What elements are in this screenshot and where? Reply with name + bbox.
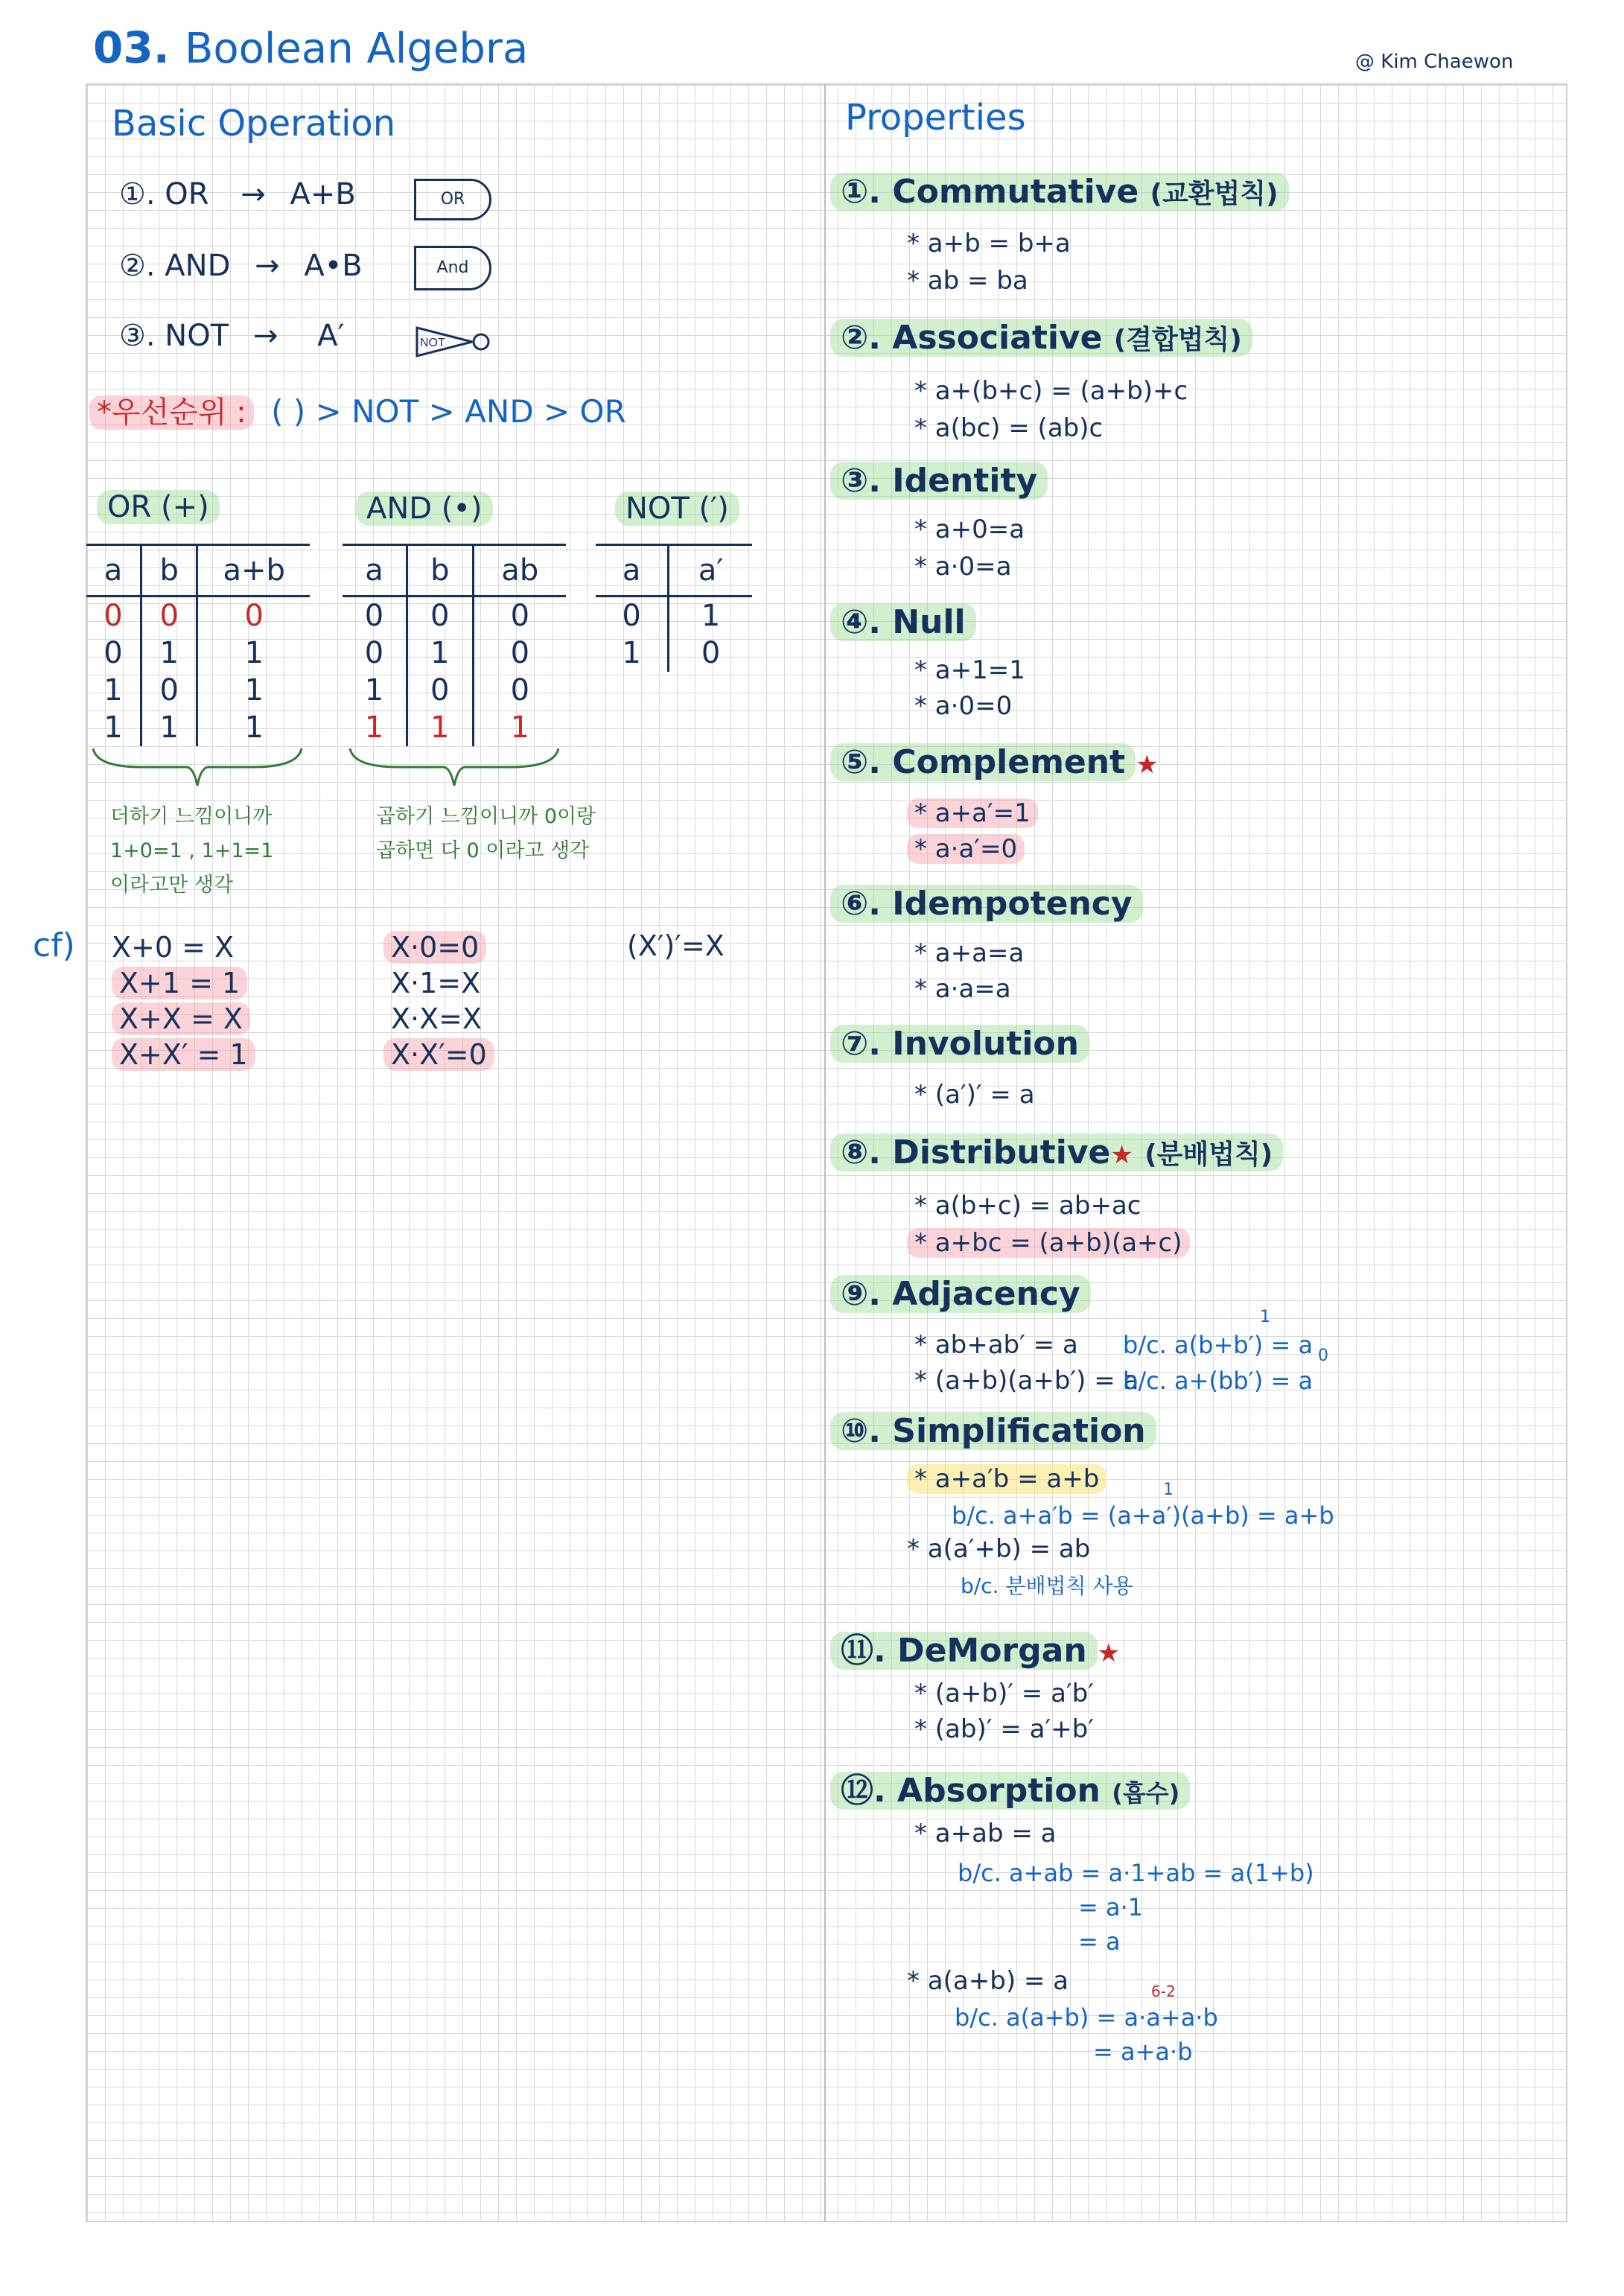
prop-identity: ③. Identity bbox=[830, 462, 1048, 500]
adjacency-lines: * ab+ab′ = a * (a+b)(a+b′) = a bbox=[914, 1330, 1139, 1396]
col-header: a bbox=[343, 545, 407, 597]
cf-label: cf) bbox=[33, 926, 75, 964]
not-table-title: NOT (′) bbox=[615, 492, 739, 526]
basic-heading: Basic Operation bbox=[112, 103, 396, 144]
simplification-line2: * a(a′+b) = ab bbox=[907, 1534, 1091, 1564]
arrow-icon: → bbox=[241, 177, 266, 212]
absorption-note1: b/c. a+ab = a·1+ab = a(1+b) = a·1 = a bbox=[958, 1859, 1314, 1956]
col-header: ab bbox=[473, 545, 566, 597]
absorption-line1: * a+ab = a bbox=[914, 1819, 1057, 1848]
op-or bbox=[119, 177, 356, 212]
adjacency-mark: 1 bbox=[1260, 1308, 1270, 1326]
cf-or-column: X+0 = X X+1 = 1 X+X = X X+X′ = 1 bbox=[112, 929, 255, 1072]
priority bbox=[89, 389, 626, 431]
title-text: Boolean Algebra bbox=[184, 25, 529, 73]
column-divider bbox=[824, 83, 826, 2222]
involution-lines: * (a′)′ = a bbox=[914, 1080, 1035, 1110]
and-truth-table bbox=[343, 544, 566, 746]
table-row: 0 0 0 bbox=[343, 597, 566, 635]
table-row: 1 0 0 bbox=[343, 672, 566, 709]
complement-lines: * a+a′=1 * a·a′=0 bbox=[907, 795, 1038, 867]
idempotency-lines: * a+a=a * a·a=a bbox=[914, 938, 1025, 1004]
prop-adjacency: ⑨. Adjacency bbox=[830, 1275, 1091, 1313]
star-icon: ★ bbox=[1097, 1638, 1121, 1668]
absorption-mark: 6-2 bbox=[1151, 1982, 1176, 2000]
simplification-note2: b/c. 분배법칙 사용 bbox=[961, 1574, 1133, 1598]
star-icon: ★ bbox=[1110, 1140, 1133, 1170]
op-expr: A′ bbox=[317, 319, 345, 353]
op-and bbox=[119, 249, 363, 283]
and-note: 곱하기 느낌이니까 0이랑 곱하면 다 0 이라고 생각 bbox=[376, 805, 596, 862]
prop-null: ④. Null bbox=[830, 603, 976, 641]
table-row: 0 0 0 bbox=[86, 597, 310, 635]
properties-heading: Properties bbox=[845, 97, 1026, 139]
prop-commutative: ①. Commutative (교환법칙) bbox=[830, 173, 1289, 211]
col-header: a bbox=[596, 545, 669, 597]
arrow-icon: → bbox=[255, 249, 280, 283]
or-table-title: OR (+) bbox=[97, 490, 220, 524]
col-header: a+b bbox=[197, 545, 310, 597]
title-number: 03. bbox=[93, 22, 170, 73]
prop-complement: ⑤. Complement ★ bbox=[830, 743, 1159, 781]
col-header: a′ bbox=[669, 545, 752, 597]
simplification-note1: b/c. a+a′b = (a+a′)(a+b) = a+b bbox=[952, 1501, 1334, 1530]
prop-idempotency: ⑥. Idempotency bbox=[830, 885, 1143, 923]
svg-text:NOT: NOT bbox=[420, 337, 445, 349]
prop-simplification: ⑩. Simplification bbox=[830, 1412, 1156, 1450]
table-row: 0 1 0 bbox=[343, 635, 566, 672]
col-header: b bbox=[141, 545, 197, 597]
priority-label: *우선순위 : bbox=[89, 395, 254, 430]
and-table-title: AND (•) bbox=[356, 492, 493, 526]
and-gate-icon: And bbox=[414, 246, 491, 290]
distributive-lines: * a(b+c) = ab+ac * a+bc = (a+b)(a+c) bbox=[907, 1187, 1190, 1262]
page-title bbox=[93, 22, 528, 73]
op-label: ③. NOT bbox=[119, 319, 229, 353]
prop-absorption: ⑫. Absorption (흡수) bbox=[830, 1764, 1190, 1811]
or-note: 더하기 느낌이니까 1+0=1 , 1+1=1 이라고만 생각 bbox=[110, 805, 274, 897]
absorption-line2: * a(a+b) = a bbox=[907, 1966, 1069, 1996]
table-row: 0 1 bbox=[596, 597, 752, 635]
prop-associative: ②. Associative (결합법칙) bbox=[830, 319, 1252, 357]
star-icon: ★ bbox=[1136, 750, 1159, 780]
op-label: ②. AND bbox=[119, 249, 231, 283]
identity-lines: * a+0=a * a·0=a bbox=[914, 515, 1025, 582]
commutative-lines: * a+b = b+a * ab = ba bbox=[907, 229, 1071, 296]
priority-order: ( ) > NOT > AND > OR bbox=[271, 393, 626, 430]
cf-not-column: (X′)′=X bbox=[627, 929, 725, 962]
absorption-note2: b/c. a(a+b) = a·a+a·b = a+a·b bbox=[955, 2003, 1218, 2066]
table-row: 1 1 1 bbox=[86, 709, 310, 746]
table-row: 0 1 1 bbox=[86, 635, 310, 672]
prop-involution: ⑦. Involution bbox=[830, 1025, 1089, 1063]
or-truth-table bbox=[86, 544, 310, 746]
demorgan-lines: * (a+b)′ = a′b′ * (ab)′ = a′+b′ bbox=[914, 1679, 1094, 1744]
col-header: b bbox=[407, 545, 473, 597]
adjacency-notes: b/c. a(b+b′) = a b/c. a+(bb′) = a bbox=[1123, 1331, 1313, 1395]
associative-lines: * a+(b+c) = (a+b)+c * a(bc) = (ab)c bbox=[914, 376, 1188, 443]
op-label: ①. OR bbox=[119, 177, 209, 212]
op-not bbox=[119, 319, 345, 353]
arrow-icon: → bbox=[252, 319, 278, 353]
author: @ Kim Chaewon bbox=[1355, 51, 1514, 73]
adjacency-mark: 0 bbox=[1318, 1346, 1328, 1365]
op-expr: A+B bbox=[290, 177, 356, 212]
simplification-line1: * a+a′b = a+b bbox=[907, 1464, 1106, 1494]
simplification-mark: 1 bbox=[1163, 1481, 1174, 1499]
prop-distributive: ⑧. Distributive★ (분배법칙) bbox=[830, 1133, 1283, 1171]
prop-demorgan: ⑪. DeMorgan ★ bbox=[830, 1624, 1120, 1671]
table-row: 1 1 1 bbox=[343, 709, 566, 746]
or-brace bbox=[89, 745, 305, 789]
table-row: 1 0 bbox=[596, 635, 752, 672]
table-row: 1 0 1 bbox=[86, 672, 310, 709]
col-header: a bbox=[86, 545, 141, 597]
and-brace bbox=[346, 745, 562, 789]
null-lines: * a+1=1 * a·0=0 bbox=[914, 655, 1025, 721]
cf-and-column: X·0=0 X·1=X X·X=X X·X′=0 bbox=[383, 929, 494, 1072]
not-gate-icon bbox=[414, 325, 496, 363]
or-gate-icon: OR bbox=[414, 179, 491, 220]
not-truth-table bbox=[596, 544, 752, 672]
op-expr: A•B bbox=[304, 249, 363, 283]
